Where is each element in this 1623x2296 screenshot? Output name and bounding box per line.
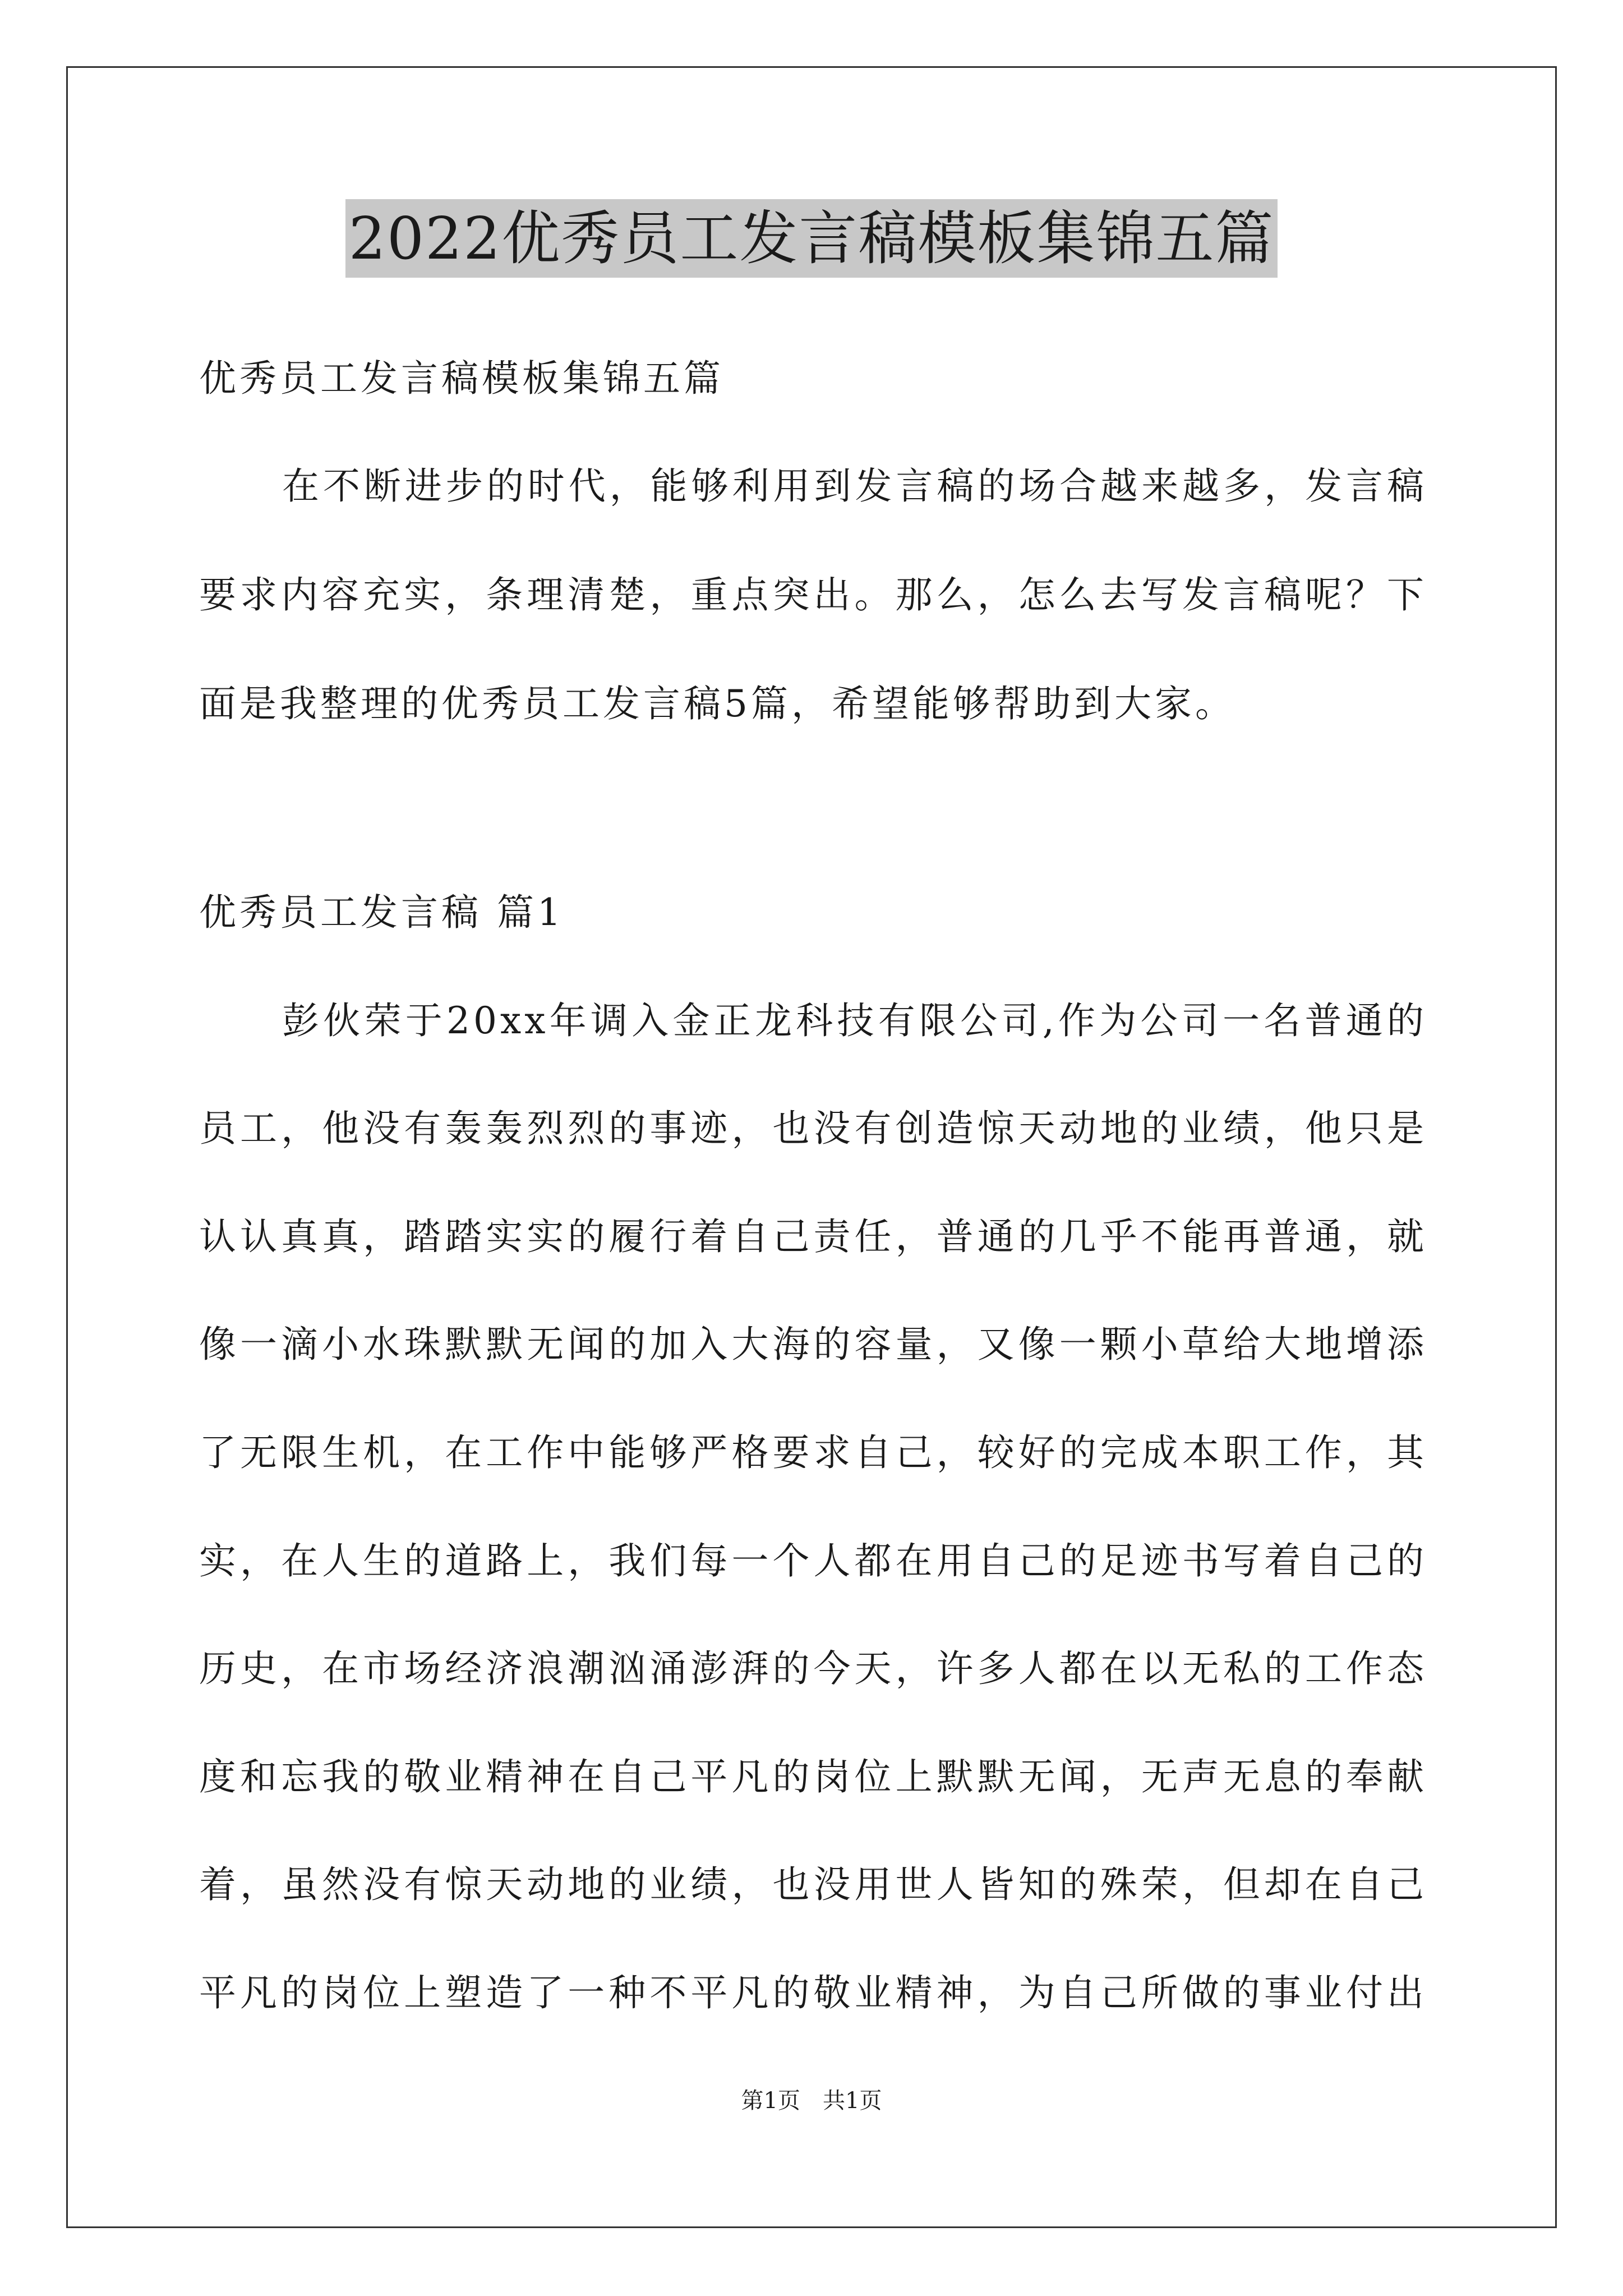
- subtitle: 优秀员工发言稿模板集锦五篇: [199, 357, 724, 400]
- document-title: 2022优秀员工发言稿模板集锦五篇: [345, 199, 1278, 278]
- page-number: 第1页 共1页: [741, 2088, 882, 2114]
- body-line: 度和忘我的敬业精神在自己平凡的岗位上默默无闻，无声无息的奉献: [199, 1755, 1427, 1798]
- body-line: 认认真真，踏踏实实的履行着自己责任，普通的几乎不能再普通，就: [199, 1215, 1427, 1258]
- body-line: 实，在人生的道路上，我们每一个人都在用自己的足迹书写着自己的: [199, 1539, 1427, 1582]
- body-line: 平凡的岗位上塑造了一种不平凡的敬业精神，为自己所做的事业付出: [199, 1971, 1427, 2014]
- section-heading: 优秀员工发言稿 篇1: [199, 891, 564, 934]
- intro-line: 面是我整理的优秀员工发言稿5篇，希望能够帮助到大家。: [199, 682, 1235, 725]
- body-line: 彭伙荣于20xx年调入金正龙科技有限公司,作为公司一名普通的: [282, 999, 1427, 1042]
- body-line: 员工，他没有轰轰烈烈的事迹，也没有创造惊天动地的业绩，他只是: [199, 1107, 1427, 1150]
- body-line: 历史，在市场经济浪潮汹涌澎湃的今天，许多人都在以无私的工作态: [199, 1647, 1427, 1690]
- title-container: [0, 199, 1623, 278]
- body-line: 着，虽然没有惊天动地的业绩，也没用世人皆知的殊荣，但却在自己: [199, 1863, 1427, 1906]
- body-line: 像一滴小水珠默默无闻的加入大海的容量，又像一颗小草给大地增添: [199, 1323, 1427, 1366]
- intro-line: 在不断进步的时代，能够利用到发言稿的场合越来越多，发言稿: [282, 464, 1427, 508]
- body-line: 了无限生机，在工作中能够严格要求自己，较好的完成本职工作，其: [199, 1431, 1427, 1474]
- intro-line: 要求内容充实，条理清楚，重点突出。那么，怎么去写发言稿呢？下: [199, 573, 1427, 616]
